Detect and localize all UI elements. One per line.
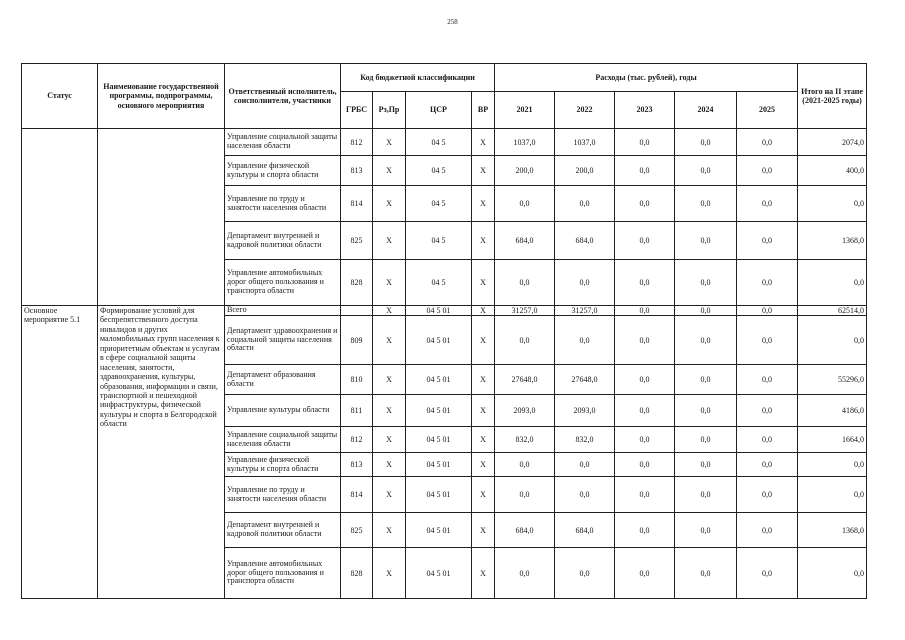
y2023-cell: 0,0: [615, 129, 675, 156]
y2022-cell: 0,0: [555, 453, 615, 477]
y2024-cell: 0,0: [675, 365, 737, 395]
y2024-cell: 0,0: [675, 513, 737, 548]
y2023-cell: 0,0: [615, 548, 675, 599]
y2023-cell: 0,0: [615, 513, 675, 548]
y2022-cell: 0,0: [555, 186, 615, 222]
csr-cell: 04 5 01: [406, 306, 472, 316]
csr-cell: 04 5: [406, 129, 472, 156]
y2022-cell: 27648,0: [555, 365, 615, 395]
executor-cell: Управление по труду и занятости населения области: [225, 477, 341, 513]
total-cell: 400,0: [798, 156, 867, 186]
header-year: 2023: [615, 92, 675, 129]
y2021-cell: 1037,0: [495, 129, 555, 156]
y2021-cell: 0,0: [495, 186, 555, 222]
total-cell: 0,0: [798, 453, 867, 477]
executor-cell: Управление физической культуры и спорта области: [225, 156, 341, 186]
y2024-cell: 0,0: [675, 306, 737, 316]
y2025-cell: 0,0: [737, 548, 798, 599]
header-rzpr: Рз,Пр: [373, 92, 406, 129]
y2025-cell: 0,0: [737, 129, 798, 156]
vr-cell: Х: [472, 395, 495, 427]
y2025-cell: 0,0: [737, 513, 798, 548]
vr-cell: Х: [472, 548, 495, 599]
y2021-cell: 0,0: [495, 477, 555, 513]
y2024-cell: 0,0: [675, 548, 737, 599]
rzpr-cell: Х: [373, 316, 406, 365]
executor-cell: Всего: [225, 306, 341, 316]
y2024-cell: 0,0: [675, 395, 737, 427]
y2023-cell: 0,0: [615, 222, 675, 260]
executor-cell: Департамент образования области: [225, 365, 341, 395]
page-number: 258: [447, 18, 458, 26]
y2021-cell: 27648,0: [495, 365, 555, 395]
y2025-cell: 0,0: [737, 316, 798, 365]
rzpr-cell: Х: [373, 260, 406, 306]
y2024-cell: 0,0: [675, 186, 737, 222]
rzpr-cell: Х: [373, 395, 406, 427]
executor-cell: Управление физической культуры и спорта области: [225, 453, 341, 477]
grbs-cell: 814: [341, 186, 373, 222]
header-year: 2022: [555, 92, 615, 129]
y2021-cell: 0,0: [495, 260, 555, 306]
csr-cell: 04 5 01: [406, 453, 472, 477]
rzpr-cell: Х: [373, 156, 406, 186]
rzpr-cell: Х: [373, 129, 406, 156]
executor-cell: Департамент внутренней и кадровой политики области: [225, 222, 341, 260]
grbs-cell: [341, 306, 373, 316]
rzpr-cell: Х: [373, 513, 406, 548]
grbs-cell: 825: [341, 222, 373, 260]
header-expenses-group: Расходы (тыс. рублей), годы: [495, 64, 798, 92]
y2023-cell: 0,0: [615, 427, 675, 453]
y2022-cell: 1037,0: [555, 129, 615, 156]
y2024-cell: 0,0: [675, 222, 737, 260]
executor-cell: Управление по труду и занятости населения области: [225, 186, 341, 222]
y2023-cell: 0,0: [615, 395, 675, 427]
y2024-cell: 0,0: [675, 477, 737, 513]
y2025-cell: 0,0: [737, 186, 798, 222]
csr-cell: 04 5 01: [406, 427, 472, 453]
header-vr: ВР: [472, 92, 495, 129]
rzpr-cell: Х: [373, 427, 406, 453]
vr-cell: Х: [472, 316, 495, 365]
vr-cell: Х: [472, 365, 495, 395]
total-cell: 2074,0: [798, 129, 867, 156]
executor-cell: Управление автомобильных дорог общего пользования и транспорта области: [225, 260, 341, 306]
y2022-cell: 684,0: [555, 222, 615, 260]
header-year: 2021: [495, 92, 555, 129]
header-name: Наименование государственной программы, подпрограммы, основного мероприятия: [98, 64, 225, 129]
y2025-cell: 0,0: [737, 260, 798, 306]
header-year: 2025: [737, 92, 798, 129]
total-cell: 1664,0: [798, 427, 867, 453]
csr-cell: 04 5: [406, 186, 472, 222]
csr-cell: 04 5: [406, 260, 472, 306]
y2022-cell: 31257,0: [555, 306, 615, 316]
csr-cell: 04 5 01: [406, 365, 472, 395]
rzpr-cell: Х: [373, 477, 406, 513]
y2023-cell: 0,0: [615, 365, 675, 395]
y2023-cell: 0,0: [615, 306, 675, 316]
grbs-cell: 813: [341, 156, 373, 186]
budget-table: [21, 63, 867, 599]
grbs-cell: 814: [341, 477, 373, 513]
y2023-cell: 0,0: [615, 260, 675, 306]
y2024-cell: 0,0: [675, 427, 737, 453]
total-cell: 0,0: [798, 477, 867, 513]
csr-cell: 04 5 01: [406, 316, 472, 365]
vr-cell: Х: [472, 260, 495, 306]
grbs-cell: 812: [341, 427, 373, 453]
header-status: Статус: [22, 64, 98, 129]
rzpr-cell: Х: [373, 222, 406, 260]
grbs-cell: 810: [341, 365, 373, 395]
executor-cell: Управление культуры области: [225, 395, 341, 427]
y2021-cell: 684,0: [495, 513, 555, 548]
vr-cell: Х: [472, 477, 495, 513]
header-csr: ЦСР: [406, 92, 472, 129]
y2025-cell: 0,0: [737, 453, 798, 477]
vr-cell: Х: [472, 453, 495, 477]
y2024-cell: 0,0: [675, 453, 737, 477]
vr-cell: Х: [472, 129, 495, 156]
grbs-cell: 809: [341, 316, 373, 365]
y2021-cell: 31257,0: [495, 306, 555, 316]
program-name-cell: [98, 129, 225, 306]
total-cell: 0,0: [798, 186, 867, 222]
y2021-cell: 684,0: [495, 222, 555, 260]
rzpr-cell: Х: [373, 548, 406, 599]
table-row: [22, 129, 867, 156]
total-cell: 4186,0: [798, 395, 867, 427]
grbs-cell: 811: [341, 395, 373, 427]
executor-cell: Департамент внутренней и кадровой политики области: [225, 513, 341, 548]
y2021-cell: 200,0: [495, 156, 555, 186]
header-executor: Ответственный исполнитель, соисполнители, участники: [225, 64, 341, 129]
table-header: [22, 64, 867, 129]
status-cell: [22, 129, 98, 306]
rzpr-cell: Х: [373, 365, 406, 395]
header-code-group: Код бюджетной классификации: [341, 64, 495, 92]
y2024-cell: 0,0: [675, 156, 737, 186]
y2022-cell: 0,0: [555, 260, 615, 306]
y2025-cell: 0,0: [737, 365, 798, 395]
y2025-cell: 0,0: [737, 427, 798, 453]
grbs-cell: 812: [341, 129, 373, 156]
y2021-cell: 0,0: [495, 316, 555, 365]
csr-cell: 04 5 01: [406, 477, 472, 513]
vr-cell: Х: [472, 186, 495, 222]
total-cell: 62514,0: [798, 306, 867, 316]
csr-cell: 04 5: [406, 156, 472, 186]
y2024-cell: 0,0: [675, 316, 737, 365]
vr-cell: Х: [472, 222, 495, 260]
y2022-cell: 832,0: [555, 427, 615, 453]
header-grbs: ГРБС: [341, 92, 373, 129]
y2025-cell: 0,0: [737, 222, 798, 260]
total-cell: 0,0: [798, 316, 867, 365]
executor-cell: Департамент здравоохранения и социальной защиты населения области: [225, 316, 341, 365]
csr-cell: 04 5 01: [406, 395, 472, 427]
status-cell: Основное мероприятие 5.1: [22, 306, 98, 599]
y2024-cell: 0,0: [675, 129, 737, 156]
grbs-cell: 825: [341, 513, 373, 548]
executor-cell: Управление социальной защиты населения области: [225, 129, 341, 156]
executor-cell: Управление социальной защиты населения области: [225, 427, 341, 453]
y2023-cell: 0,0: [615, 156, 675, 186]
y2023-cell: 0,0: [615, 186, 675, 222]
y2021-cell: 2093,0: [495, 395, 555, 427]
csr-cell: 04 5 01: [406, 513, 472, 548]
rzpr-cell: Х: [373, 453, 406, 477]
total-cell: 0,0: [798, 260, 867, 306]
y2022-cell: 0,0: [555, 477, 615, 513]
table-row: [22, 306, 867, 316]
y2023-cell: 0,0: [615, 316, 675, 365]
y2021-cell: 832,0: [495, 427, 555, 453]
grbs-cell: 828: [341, 548, 373, 599]
table-body: [22, 129, 867, 599]
executor-cell: Управление автомобильных дорог общего пользования и транспорта области: [225, 548, 341, 599]
grbs-cell: 813: [341, 453, 373, 477]
rzpr-cell: Х: [373, 306, 406, 316]
y2022-cell: 684,0: [555, 513, 615, 548]
program-name-cell: Формирование условий для беспрепятственного доступа инвалидов и других маломобильных групп населения к приоритетным объектам и услугам в сфере социальной защиты населения, занятости, здравоохранения, культуры, образования, информации и связи, транспортной и пешеходной инфраструктуры, физической культуры и спорта в Белгородской области: [98, 306, 225, 599]
y2023-cell: 0,0: [615, 477, 675, 513]
total-cell: 1368,0: [798, 513, 867, 548]
rzpr-cell: Х: [373, 186, 406, 222]
csr-cell: 04 5: [406, 222, 472, 260]
y2025-cell: 0,0: [737, 306, 798, 316]
y2025-cell: 0,0: [737, 156, 798, 186]
vr-cell: Х: [472, 513, 495, 548]
vr-cell: Х: [472, 306, 495, 316]
y2022-cell: 200,0: [555, 156, 615, 186]
grbs-cell: 828: [341, 260, 373, 306]
y2025-cell: 0,0: [737, 395, 798, 427]
vr-cell: Х: [472, 427, 495, 453]
total-cell: 1368,0: [798, 222, 867, 260]
header-year: 2024: [675, 92, 737, 129]
vr-cell: Х: [472, 156, 495, 186]
total-cell: 0,0: [798, 548, 867, 599]
y2024-cell: 0,0: [675, 260, 737, 306]
y2021-cell: 0,0: [495, 453, 555, 477]
y2022-cell: 0,0: [555, 548, 615, 599]
header-total: Итого на II этапе (2021-2025 годы): [798, 64, 867, 129]
total-cell: 55296,0: [798, 365, 867, 395]
y2022-cell: 0,0: [555, 316, 615, 365]
csr-cell: 04 5 01: [406, 548, 472, 599]
y2022-cell: 2093,0: [555, 395, 615, 427]
y2025-cell: 0,0: [737, 477, 798, 513]
y2021-cell: 0,0: [495, 548, 555, 599]
y2023-cell: 0,0: [615, 453, 675, 477]
